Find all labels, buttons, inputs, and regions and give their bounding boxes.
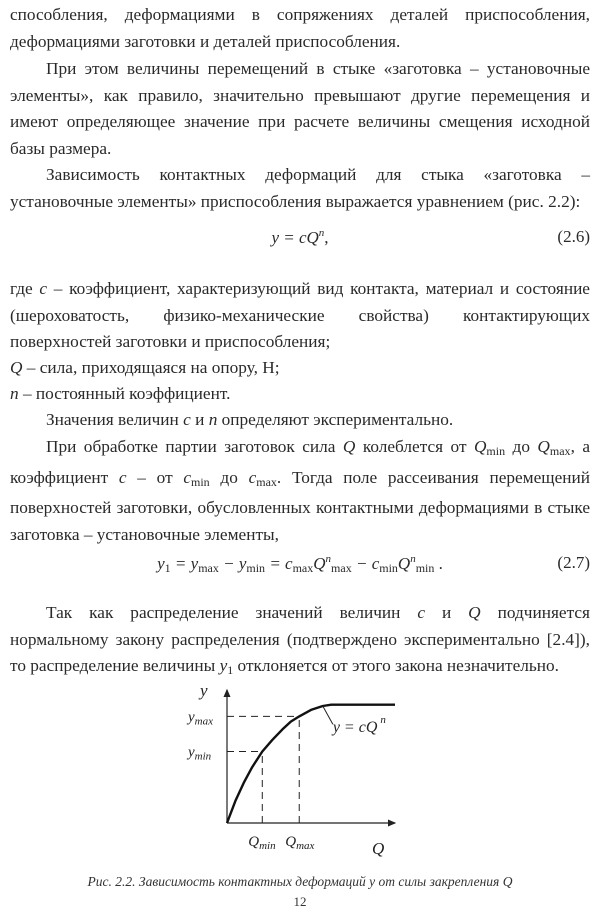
paragraph-batch: При обработке партии заготовок сила Q колеблется от $Q_{min}$ до $Q_{max}$, а коэффициент c – от $c_{min}$ до $c_{max}$. Тогда поле рассеивания перемещений поверхностей заготовки, обусловленных контактными деформациями в стыке заготовка – установочные элементы, xyxy=(10,437,591,544)
formula-2-6-number: (2.6) xyxy=(557,227,590,246)
symbol-c: c xyxy=(39,279,48,298)
definition-Q xyxy=(10,355,590,382)
definition-n-text: – постоянный коэффициент. xyxy=(18,384,231,403)
paragraph-dependence: Зависимость контактных деформаций для стыка «заготовка – установочные элементы» приспособления выражается уравнением (рис. 2.2): xyxy=(10,165,590,211)
paragraph-displacements: При этом величины перемещений в стыке «заготовка – установочные элементы», как правило, значительно превышают другие перемещения и имеют определяющее значение при расчете величины смещения исходной базы размера. xyxy=(10,59,590,158)
symbol-Q: Q xyxy=(10,358,23,377)
definition-c: где c – коэффициент, характеризующий вид контакта, материал и состояние (шероховатость, физико-механические свойства) контактирующих поверхностей заготовки и приспособления; xyxy=(10,279,590,351)
formula-2-6-expression xyxy=(10,227,590,248)
formula-2-7-number: (2.7) xyxy=(557,553,590,572)
formula-2-7 xyxy=(10,553,590,581)
definition-n xyxy=(10,381,590,408)
paragraph-values: Значения величин c и n определяют экспериментально. xyxy=(46,410,454,429)
symbol-n: n xyxy=(10,384,19,403)
curve-label: y = cQ $^n$ xyxy=(332,714,386,736)
paragraph-continuation: способления, деформациями в сопряжениях деталей приспособления, деформациями заготовки и деталей приспособления. xyxy=(10,5,590,51)
curve-label-leader xyxy=(323,706,333,724)
x-tick-label-min: $Q_{min}$ xyxy=(248,834,276,852)
page-number: 12 xyxy=(293,894,307,909)
formula-2-6 xyxy=(10,227,590,255)
formula-2-6-exponent: n xyxy=(318,227,325,239)
paragraph-distribution: Так как распределение значений величин c и Q подчиняется нормальному закону распределения (подтверждено экспериментально [2.4]), то распределение величины $y_1$ отклоняется от этого закона незначительно. xyxy=(10,603,590,677)
formula-2-6-comma: , xyxy=(324,228,329,247)
x-axis-label: Q xyxy=(372,839,385,858)
figure-caption: Рис. 2.2. Зависимость контактных деформаций y от силы закрепления Q xyxy=(87,874,513,889)
definition-Q-text: – сила, приходящаяся на опору, Н; xyxy=(22,358,280,377)
formula-2-7-expression: $y_1 = y_{max} - y_{min} = c_{max}Q^n_{max} - c_{min}Q^n_{min}$ . xyxy=(157,553,443,575)
y-axis-label: y xyxy=(200,681,208,700)
y-tick-label-min: $y_{min}$ xyxy=(188,744,212,763)
formula-2-6-lhs: y = cQ xyxy=(271,228,319,247)
definition-c-text: – коэффициент, характеризующий вид контакта, материал и состояние (шероховатость, физико-механические свойства) контактирующих поверхностей заготовки и приспособления; xyxy=(10,279,590,351)
x-tick-label-max: $Q_{max}$ xyxy=(285,834,315,852)
contact-deformation-chart xyxy=(180,678,405,858)
y-tick-label-max: $y_{max}$ xyxy=(188,709,213,728)
